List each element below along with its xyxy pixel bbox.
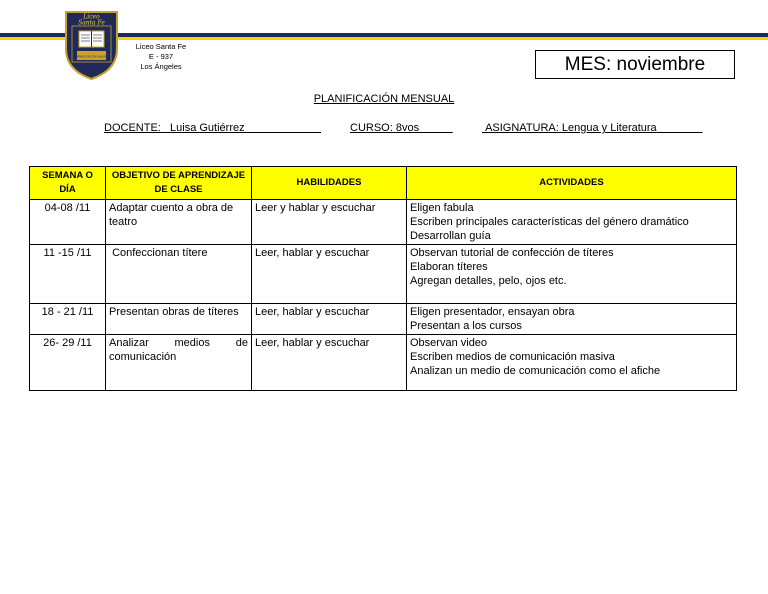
asignatura-field [482, 122, 703, 134]
table-row [30, 245, 737, 304]
activity-item: Eligen presentador, ensayan obra [410, 306, 575, 318]
header-actividades: ACTIVIDADES [407, 167, 737, 200]
cell-objetivo: Adaptar cuento a obra de teatro [106, 200, 252, 245]
activity-item: Escriben medios de comunicación masiva [410, 351, 615, 363]
curso-value: 8vos [395, 122, 420, 134]
cell-actividades [407, 200, 737, 245]
curso-label: CURSO: [350, 122, 393, 134]
cell-objetivo: Presentan obras de títeres [106, 304, 252, 335]
activity-item: Presentan a los cursos [410, 320, 522, 332]
cell-objetivo: Confeccionan títere [106, 245, 252, 304]
activity-item: Eligen fabula [410, 202, 474, 214]
table-row [30, 304, 737, 335]
cell-semana: 18 - 21 /11 [30, 304, 106, 335]
cell-actividades [407, 245, 737, 304]
svg-text:FORMACIÓN CON VALORES: FORMACIÓN CON VALORES [73, 55, 110, 59]
planning-table [29, 166, 737, 391]
document-title: PLANIFICACIÓN MENSUAL [313, 93, 455, 105]
cell-actividades [407, 304, 737, 335]
docente-label: DOCENTE: [104, 122, 161, 134]
table-row [30, 335, 737, 391]
cell-habilidades: Leer, hablar y escuchar [252, 335, 407, 391]
school-info [128, 42, 194, 72]
activity-item: Agregan detalles, pelo, ojos etc. [410, 275, 567, 287]
svg-text:Liceo: Liceo [83, 13, 100, 21]
activity-item: Desarrollan guía [410, 230, 491, 242]
docente-field [104, 122, 321, 134]
asignatura-value: Lengua y Literatura [561, 122, 657, 134]
cell-semana: 26- 29 /11 [30, 335, 106, 391]
header-objetivo: OBJETIVO DE APRENDIZAJE DE CLASE [106, 167, 252, 200]
activity-item: Elaboran títeres [410, 261, 488, 273]
cell-habilidades: Leer, hablar y escuchar [252, 304, 407, 335]
school-crest-logo [63, 9, 120, 81]
cell-semana: 11 -15 /11 [30, 245, 106, 304]
table-header-row [30, 167, 737, 200]
activity-item: Escriben principales características del género dramático [410, 216, 689, 228]
header-habilidades: HABILIDADES [252, 167, 407, 200]
table-row [30, 200, 737, 245]
svg-text:Santa Fe: Santa Fe [78, 19, 105, 27]
docente-value: Luisa Gutiérrez [170, 122, 245, 134]
cell-objetivo: Analizar medios de comunicación [106, 335, 252, 391]
cell-habilidades: Leer, hablar y escuchar [252, 245, 407, 304]
cell-actividades [407, 335, 737, 391]
activity-item: Analizan un medio de comunicación como el afiche [410, 365, 661, 377]
activity-item: Observan tutorial de confección de títeres [410, 247, 614, 259]
asignatura-label: ASIGNATURA: [485, 122, 559, 134]
cell-semana: 04-08 /11 [30, 200, 106, 245]
activity-item: Observan video [410, 337, 488, 349]
school-city: Los Ángeles [140, 62, 182, 71]
school-code: E - 937 [148, 52, 174, 61]
school-name: Liceo Santa Fe [135, 42, 187, 51]
header-semana: SEMANA O DÍA [30, 167, 106, 200]
cell-habilidades: Leer y hablar y escuchar [252, 200, 407, 245]
month-box: MES: noviembre [535, 50, 735, 79]
curso-field [350, 122, 453, 134]
